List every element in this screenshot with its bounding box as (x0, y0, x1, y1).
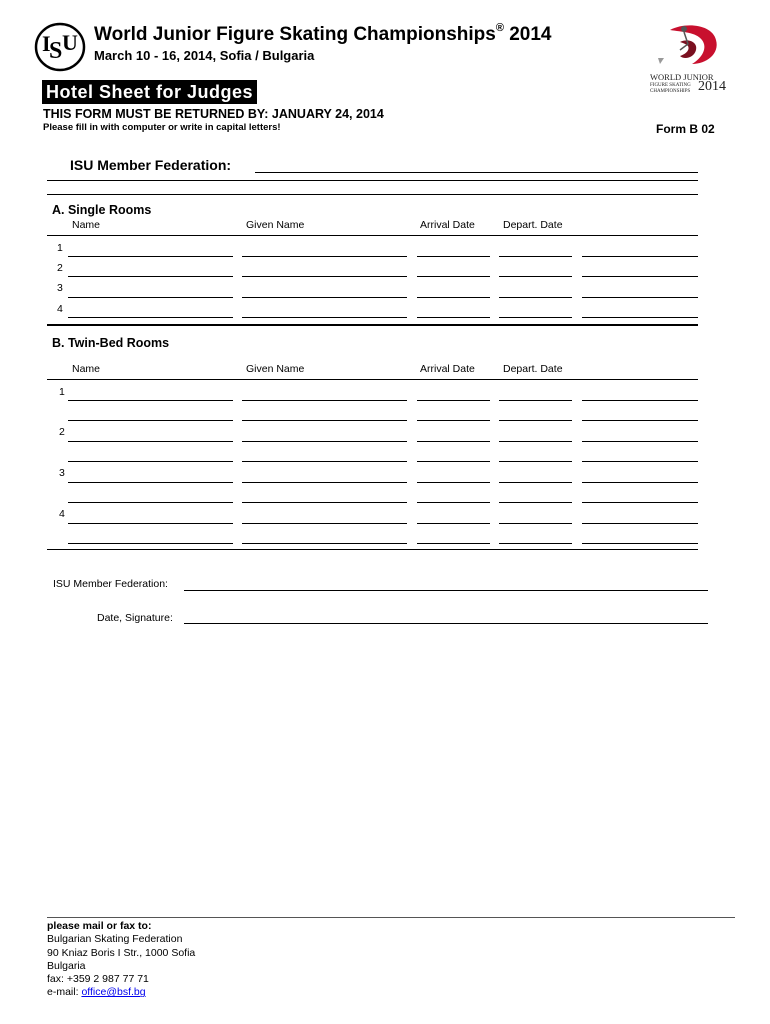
footer-contact (47, 920, 195, 1000)
arrival-date-field[interactable] (417, 523, 490, 524)
extra-field[interactable] (582, 543, 698, 544)
header-divider (47, 235, 698, 236)
section-end-divider (47, 549, 698, 550)
given-name-field[interactable] (242, 256, 407, 257)
depart-date-field[interactable] (499, 482, 572, 483)
given-name-field[interactable] (242, 400, 407, 401)
depart-date-field[interactable] (499, 420, 572, 421)
arrival-date-field[interactable] (417, 482, 490, 483)
name-field[interactable] (68, 461, 233, 462)
signature-federation-label: ISU Member Federation: (53, 578, 168, 590)
extra-field[interactable] (582, 297, 698, 298)
arrival-date-field[interactable] (417, 461, 490, 462)
depart-date-field[interactable] (499, 256, 572, 257)
name-field[interactable] (68, 543, 233, 544)
arrival-date-field[interactable] (417, 256, 490, 257)
col-arrival-date: Arrival Date (420, 363, 475, 375)
given-name-field[interactable] (242, 441, 407, 442)
deadline-notice: THIS FORM MUST BE RETURNED BY: JANUARY 24, 2014 (43, 107, 384, 121)
given-name-field[interactable] (242, 420, 407, 421)
given-name-field[interactable] (242, 482, 407, 483)
single-rooms-title: A. Single Rooms (52, 203, 152, 217)
twin-row-number: 3 (59, 467, 65, 479)
name-field[interactable] (68, 297, 233, 298)
extra-field[interactable] (582, 482, 698, 483)
name-field[interactable] (68, 441, 233, 442)
depart-date-field[interactable] (499, 543, 572, 544)
extra-field[interactable] (582, 317, 698, 318)
isu-logo-icon (34, 22, 86, 72)
col-given-name: Given Name (246, 219, 305, 231)
federation-field[interactable] (255, 172, 698, 173)
given-name-field[interactable] (242, 461, 407, 462)
single-row-number: 2 (57, 262, 63, 274)
form-banner: Hotel Sheet for Judges (42, 80, 257, 104)
footer-org: Bulgarian Skating Federation (47, 933, 183, 946)
depart-date-field[interactable] (499, 523, 572, 524)
arrival-date-field[interactable] (417, 502, 490, 503)
depart-date-field[interactable] (499, 317, 572, 318)
extra-field[interactable] (582, 256, 698, 257)
twin-row-number: 1 (59, 386, 65, 398)
federation-label: ISU Member Federation: (70, 157, 232, 173)
depart-date-field[interactable] (499, 276, 572, 277)
footer-fax: fax: +359 2 987 77 71 (47, 973, 149, 986)
header-divider (47, 379, 698, 380)
arrival-date-field[interactable] (417, 543, 490, 544)
arrival-date-field[interactable] (417, 400, 490, 401)
signature-federation-field[interactable] (184, 590, 708, 591)
given-name-field[interactable] (242, 317, 407, 318)
extra-field[interactable] (582, 276, 698, 277)
given-name-field[interactable] (242, 502, 407, 503)
footer-email-label: e-mail: (47, 986, 82, 999)
col-depart-date: Depart. Date (503, 363, 563, 375)
depart-date-field[interactable] (499, 441, 572, 442)
arrival-date-field[interactable] (417, 420, 490, 421)
footer-email-row (47, 986, 195, 999)
name-field[interactable] (68, 400, 233, 401)
extra-field[interactable] (582, 441, 698, 442)
form-number: Form B 02 (656, 122, 715, 136)
date-signature-field[interactable] (184, 623, 708, 624)
given-name-field[interactable] (242, 297, 407, 298)
footer-country: Bulgaria (47, 959, 86, 972)
email-link[interactable]: office@bsf.bg (81, 986, 146, 999)
col-depart-date: Depart. Date (503, 219, 563, 231)
federation-field-line2[interactable] (47, 180, 698, 181)
skater-logo-icon (640, 20, 736, 70)
date-signature-label: Date, Signature: (97, 612, 173, 624)
depart-date-field[interactable] (499, 297, 572, 298)
divider (47, 194, 698, 195)
footer-divider (47, 917, 735, 918)
extra-field[interactable] (582, 502, 698, 503)
name-field[interactable] (68, 523, 233, 524)
extra-field[interactable] (582, 400, 698, 401)
arrival-date-field[interactable] (417, 276, 490, 277)
depart-date-field[interactable] (499, 400, 572, 401)
footer-heading: please mail or fax to: (47, 920, 152, 932)
name-field[interactable] (68, 420, 233, 421)
given-name-field[interactable] (242, 276, 407, 277)
event-logo: WORLD JUNIOR FIGURE SKATING CHAMPIONSHIPS 2014 (640, 20, 736, 102)
arrival-date-field[interactable] (417, 297, 490, 298)
extra-field[interactable] (582, 420, 698, 421)
extra-field[interactable] (582, 523, 698, 524)
name-field[interactable] (68, 276, 233, 277)
col-name: Name (72, 363, 101, 375)
depart-date-field[interactable] (499, 461, 572, 462)
col-name: Name (72, 219, 101, 231)
arrival-date-field[interactable] (417, 317, 490, 318)
name-field[interactable] (68, 502, 233, 503)
single-row-number: 1 (57, 242, 63, 254)
extra-field[interactable] (582, 461, 698, 462)
twin-row-number: 2 (59, 426, 65, 438)
name-field[interactable] (68, 482, 233, 483)
depart-date-field[interactable] (499, 502, 572, 503)
svg-text:I: I (42, 31, 51, 56)
col-given-name: Given Name (246, 363, 305, 375)
single-row-number: 4 (57, 303, 63, 315)
single-row-number: 3 (57, 282, 63, 294)
section-divider (47, 324, 698, 326)
twin-rooms-title: B. Twin-Bed Rooms (52, 336, 170, 350)
fill-instructions: Please fill in with computer or write in capital letters! (43, 122, 281, 133)
given-name-field[interactable] (242, 543, 407, 544)
col-arrival-date: Arrival Date (420, 219, 475, 231)
svg-text:S: S (49, 38, 63, 64)
event-subtitle: March 10 - 16, 2014, Sofia / Bulgaria (94, 48, 315, 63)
page-title: World Junior Figure Skating Championships® 2014 (94, 22, 552, 45)
given-name-field[interactable] (242, 523, 407, 524)
svg-text:U: U (62, 30, 78, 55)
name-field[interactable] (68, 256, 233, 257)
footer-address: 90 Kniaz Boris I Str., 1000 Sofia (47, 946, 196, 959)
name-field[interactable] (68, 317, 233, 318)
arrival-date-field[interactable] (417, 441, 490, 442)
twin-row-number: 4 (59, 508, 65, 520)
